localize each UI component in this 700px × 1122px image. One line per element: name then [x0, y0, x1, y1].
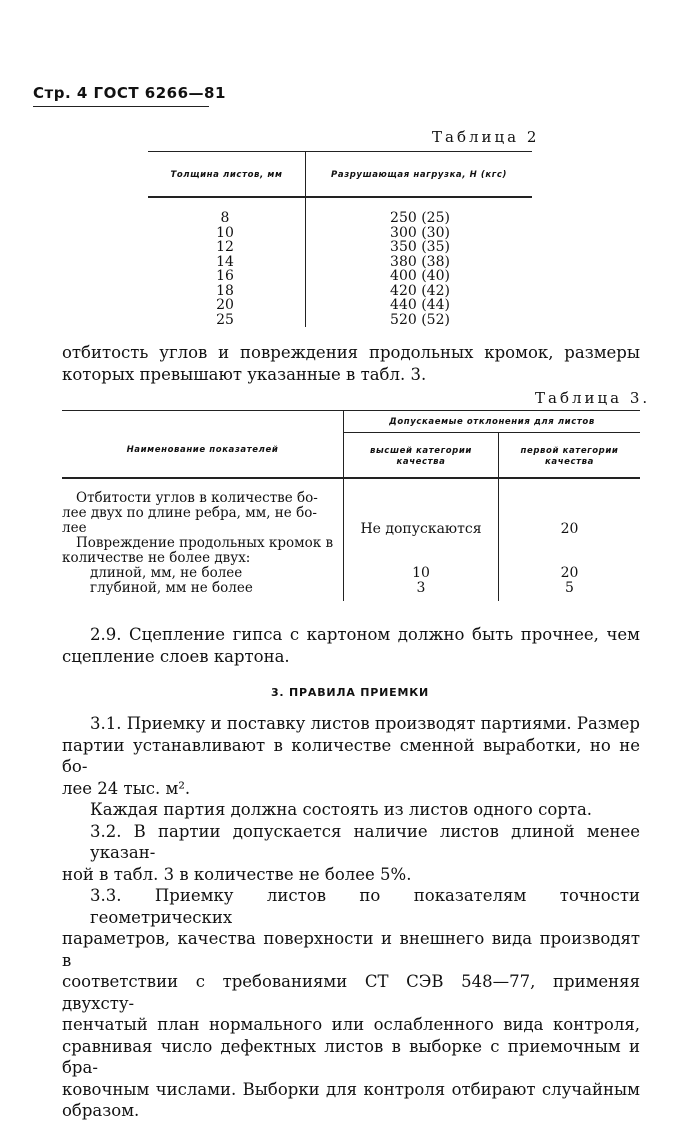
text-line: образом. [62, 1101, 140, 1120]
text-line: 2.9. Сцепление гипса с картоном должно быть прочнее, чем [90, 625, 640, 644]
table2-col-load: Разрушающая нагрузка, Н (кгс) [331, 170, 507, 180]
table2-cell: 520 (52) [390, 311, 450, 328]
table2-col-thickness: Толщина листов, мм [170, 170, 283, 180]
text-line: отбитость углов и повреждения продольных кромок, размеры [62, 343, 640, 362]
text-line: лее двух по длине ребра, мм, не бо- [62, 505, 317, 521]
text-line: ковочным числами. Выборки для контроля отбирают случайным [62, 1079, 640, 1099]
text-line: 3.3. Приемку листов по показателям точности геометрических [90, 886, 640, 927]
table3-row2a-high: 10 [412, 565, 430, 581]
header-rule [33, 106, 209, 107]
table2-cell: 8 [220, 210, 230, 226]
text-line: лее 24 тыс. м². [62, 778, 191, 798]
table2-cell: 440 (44) [390, 297, 450, 313]
text-line: партии устанавливают в количестве сменной выработки, но не бо- [62, 735, 640, 776]
section-3-body [62, 713, 640, 1122]
table3-row2a-first: 20 [560, 565, 579, 581]
table2-thickness-column [200, 211, 250, 327]
page-header: Стр. 4 ГОСТ 6266—81 [33, 84, 226, 102]
text-line: лее [62, 520, 87, 536]
text-line: Отбитости углов в количестве бо- [76, 490, 318, 506]
text-line: которых превышают указанные в табл. 3. [62, 364, 427, 384]
table3-row1-first: 20 [560, 521, 579, 537]
table2-load-column [370, 211, 470, 327]
table2-top-rule [148, 151, 532, 152]
table2-cell: 12 [216, 239, 234, 255]
text-line: Каждая партия должна состоять из листов одного сорта. [90, 800, 593, 819]
table2-cell: 350 (35) [390, 239, 450, 255]
table2-cell: 420 (42) [390, 282, 450, 299]
table3-col-name: Наименование показателей [126, 445, 279, 455]
text-line: 3.2. В партии допускается наличие листов длиной менее указан- [90, 821, 640, 862]
table3-col-group: Допускаемые отклонения для листов [389, 417, 595, 427]
header-line: качества [396, 457, 446, 467]
table3-row2b-first: 5 [565, 580, 574, 596]
table3-col-first [499, 446, 640, 468]
text-line: сравнивая число дефектных листов в выборке с приемочным и бра- [62, 1036, 640, 1077]
table2-cell: 10 [216, 224, 234, 241]
table3-row2b-high: 3 [416, 580, 426, 596]
text-line: соответствии с требованиями СТ СЭВ 548—77, применяя двухсту- [62, 972, 640, 1013]
table3-row1-high: Не допускаются [360, 521, 482, 537]
text-line: количестве не более двух: [62, 550, 251, 566]
paragraph-2-9 [62, 624, 640, 667]
table2-cell: 380 (38) [390, 253, 450, 270]
text-line: ной в табл. 3 в количестве не более 5%. [62, 864, 412, 884]
table3-header-rule [62, 477, 640, 479]
text-line: параметров, качества поверхности и внешнего вида производят в [62, 929, 640, 970]
table2-cell: 20 [216, 297, 234, 313]
header-line: качества [545, 457, 594, 467]
header-line: первой категории [520, 446, 619, 456]
table2-cell: 250 (25) [390, 210, 450, 226]
section-title: 3. ПРАВИЛА ПРИЕМКИ [270, 686, 430, 699]
paragraph-continued [62, 342, 640, 385]
table2-cell: 18 [216, 282, 234, 299]
table3-top-rule [62, 410, 640, 411]
header-line: высшей категории [370, 446, 472, 456]
text-line: пенчатый план нормального или ослабленного вида контроля, [62, 1015, 640, 1034]
row-label: длиной, мм, не более [90, 565, 243, 581]
table3-caption: Таблица 3. [535, 389, 651, 407]
table2-cell: 400 (40) [390, 268, 450, 284]
table3-group-rule [344, 432, 640, 433]
table2-cell: 25 [216, 311, 234, 328]
table2-cell: 14 [216, 253, 234, 270]
table3-row-corners [62, 491, 340, 596]
table2-cell: 300 (30) [390, 224, 450, 241]
table2-caption: Таблица 2 [432, 128, 540, 146]
table3-col-high [344, 446, 498, 468]
table2-cell: 16 [216, 268, 234, 284]
table2-header-rule [148, 196, 532, 198]
row-label: глубиной, мм не более [90, 580, 253, 596]
text-line: Повреждение продольных кромок в [76, 535, 334, 551]
text-line: 3.1. Приемку и поставку листов производят партиями. Размер [90, 714, 640, 733]
text-line: сцепление слоев картона. [62, 646, 290, 666]
